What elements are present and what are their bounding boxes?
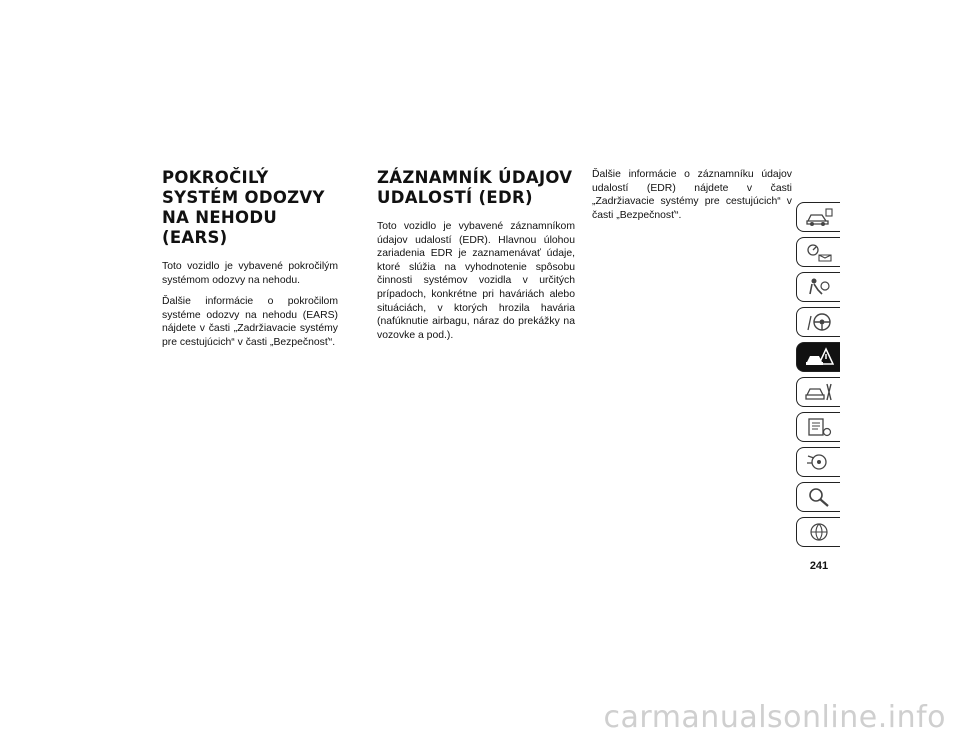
emergency-warning-icon: [804, 346, 834, 368]
safety-airbag-icon: [804, 276, 834, 298]
search-index-icon: [804, 486, 834, 508]
section-title-edr: ZÁZNAMNÍK ÚDAJOV UDALOSTÍ (EDR): [377, 168, 573, 207]
paragraph: Ďalšie informácie o pokročilom systéme odozvy na nehodu (EARS) nájdete v časti „Zadržiavacie systémy pre cestujúcich“ v časti „Bezpečnosť“.: [162, 296, 338, 348]
car-service-icon: [804, 381, 834, 403]
section-ears: [162, 168, 338, 358]
paragraph: Toto vozidlo je vybavené pokročilým systémom odozvy na nehodu.: [162, 261, 338, 286]
multimedia-icon: [804, 451, 834, 473]
tab-car-info[interactable]: [796, 202, 840, 232]
languages-icon: [804, 521, 834, 543]
dashboard-lights-icon: [804, 241, 834, 263]
section-edr-continued: [592, 168, 792, 230]
maintenance-spec-icon: [804, 416, 834, 438]
paragraph: Toto vozidlo je vybavené záznamníkom údajov udalostí (EDR). Hlavnou úlohou zariadenia EDR je zaznamenávať údaje, ktoré slúžia na vyhodnotenie spôsobu činnosti systémov vozidla v určitých prípadoch, konkrétne pri haváriách alebo situáciách, v ktorých hrozila havária (nafúknutie airbagu, náraz do prekážky na vozovke a pod.).: [377, 221, 575, 341]
tab-index[interactable]: [796, 482, 840, 512]
tab-dashboard[interactable]: [796, 237, 840, 267]
section-title-ears: POKROČILÝ SYSTÉM ODOZVY NA NEHODU (EARS): [162, 168, 325, 247]
steering-wheel-icon: [804, 311, 834, 333]
tab-safety[interactable]: [796, 272, 840, 302]
tab-driving[interactable]: [796, 307, 840, 337]
section-edr: [377, 168, 575, 350]
tab-service[interactable]: [796, 377, 840, 407]
watermark: carmanualsonline.info: [603, 700, 946, 735]
tab-emergency[interactable]: [796, 342, 840, 372]
tab-multimedia[interactable]: [796, 447, 840, 477]
tab-languages[interactable]: [796, 517, 840, 547]
paragraph: Ďalšie informácie o záznamníku údajov udalostí (EDR) nájdete v časti „Zadržiavacie systémy pre cestujúcich“ v časti „Bezpečnosť“.: [592, 169, 792, 221]
page-number: 241: [809, 560, 829, 572]
tab-specifications[interactable]: [796, 412, 840, 442]
car-info-icon: [804, 206, 834, 228]
